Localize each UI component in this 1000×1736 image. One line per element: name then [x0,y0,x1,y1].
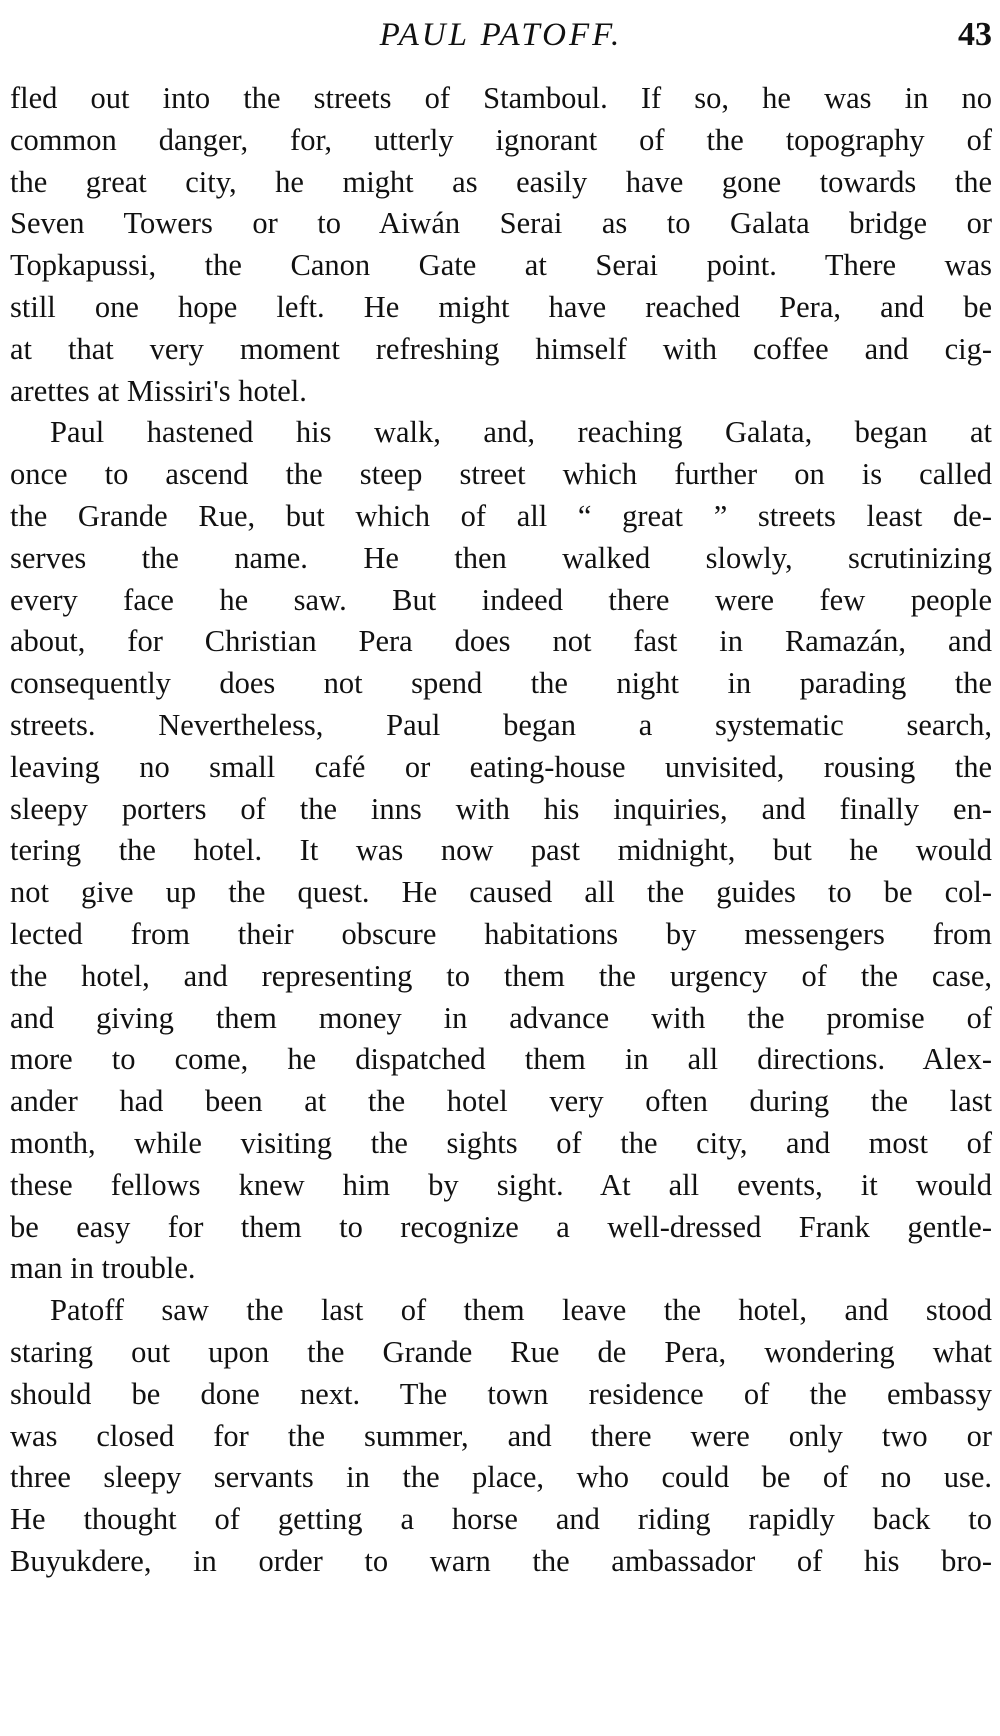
page-header [10,10,992,60]
paragraph [10,78,992,412]
text-line: the great city, he might as easily have gone towards the [10,164,992,199]
text-line: the hotel, and representing to them the urgency of the case, [10,958,992,993]
text-line: arettes at Missiri's hotel. [10,373,307,408]
text-line: serves the name. He then walked slowly, scrutinizing [10,540,992,575]
text-line: common danger, for, utterly ignorant of the topography of [10,122,992,157]
text-line: consequently does not spend the night in parading the [10,666,992,701]
text-line: not give up the quest. He caused all the guides to be col- [10,875,992,910]
text-line: Seven Towers or to Aiwán Serai as to Galata bridge or [10,206,992,241]
text-line: at that very moment refreshing himself with coffee and cig- [10,331,992,366]
text-line: Patoff saw the last of them leave the hotel, and stood [50,1293,992,1328]
text-line: three sleepy servants in the place, who could be of no use. [10,1460,992,1495]
text-line: tering the hotel. It was now past midnight, but he would [10,833,992,868]
text-line: man in trouble. [10,1251,196,1286]
text-line: He thought of getting a horse and riding rapidly back to [10,1502,992,1537]
text-line: streets. Nevertheless, Paul began a systematic search, [10,707,992,742]
running-title: PAUL PATOFF. [379,17,623,53]
body-text [10,78,992,1583]
text-line: fled out into the streets of Stamboul. If so, he was in no [10,81,992,115]
text-line: was closed for the summer, and there were only two or [10,1418,992,1453]
text-line: should be done next. The town residence of the embassy [10,1376,992,1411]
text-line: Buyukdere, in order to warn the ambassador of his bro- [10,1543,992,1578]
text-line: these fellows knew him by sight. At all events, it would [10,1167,992,1202]
text-line: about, for Christian Pera does not fast in Ramazán, and [10,624,992,659]
paragraph [10,412,992,1290]
text-line: more to come, he dispatched them in all directions. Alex- [10,1042,992,1077]
text-line: staring out upon the Grande Rue de Pera, wondering what [10,1334,992,1369]
text-line: ander had been at the hotel very often during the last [10,1084,992,1119]
text-line: lected from their obscure habitations by messengers from [10,916,992,951]
text-line: Topkapussi, the Canon Gate at Serai point. There was [10,248,992,283]
text-line: still one hope left. He might have reached Pera, and be [10,289,992,324]
paragraph [10,1290,992,1583]
text-line: sleepy porters of the inns with his inquiries, and finally en- [10,791,992,826]
text-line: every face he saw. But indeed there were few people [10,582,992,617]
text-line: and giving them money in advance with the promise of [10,1000,992,1035]
text-line: month, while visiting the sights of the city, and most of [10,1125,992,1160]
page-number: 43 [958,16,992,53]
text-line: leaving no small café or eating-house unvisited, rousing the [10,749,992,784]
text-line: be easy for them to recognize a well-dressed Frank gentle- [10,1209,992,1244]
text-line: the Grande Rue, but which of all “ great ” streets least de- [10,498,992,533]
text-line: Paul hastened his walk, and, reaching Galata, began at [50,415,992,450]
text-line: once to ascend the steep street which further on is called [10,457,992,492]
